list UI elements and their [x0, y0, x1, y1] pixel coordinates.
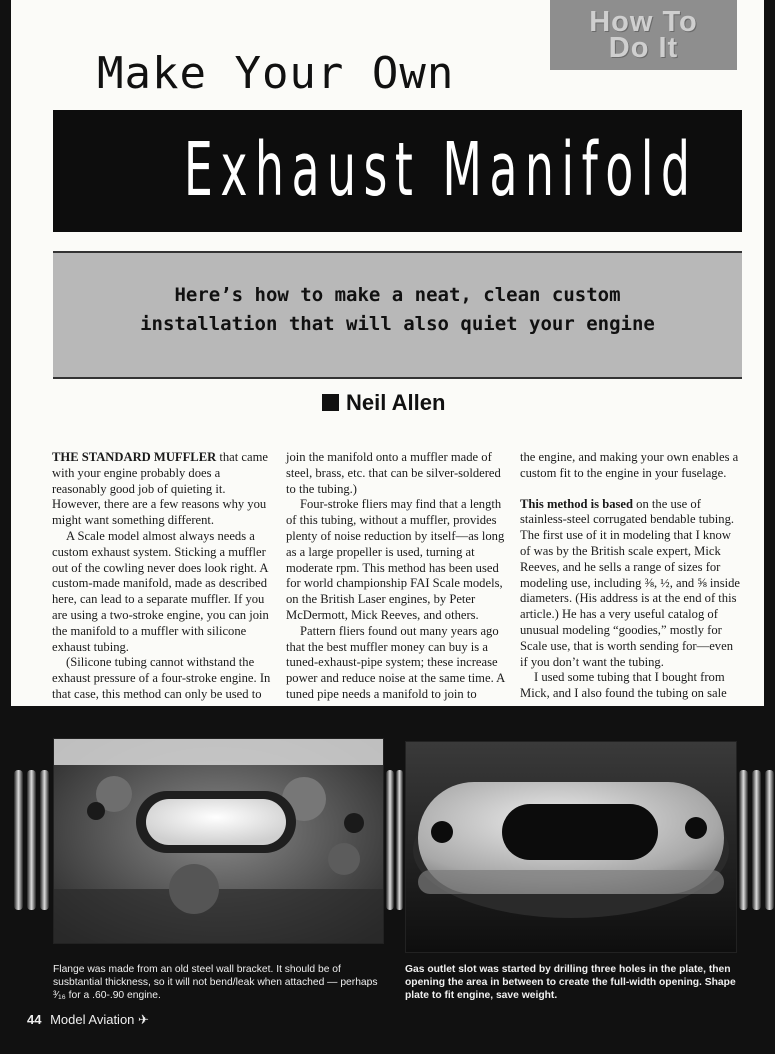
- paragraph: join the manifold onto a muffler made of steel, brass, etc. that can be silver-soldered to the tubing.): [286, 450, 501, 496]
- magazine-name: Model Aviation: [50, 1012, 135, 1027]
- article-title: Exhaust Manifold: [183, 127, 698, 213]
- gas-outlet-plate-photo: [405, 741, 737, 953]
- lead-in: This method is based: [520, 496, 634, 511]
- badge-line-1: How To: [589, 6, 698, 38]
- paragraph: A Scale model almost always needs a custom exhaust system. Sticking a muffler out of the cowling never does look right. A custom-made manifold, made as described here, can lead to a separate muffler. If you are using a two-stroke engine, you can join the manifold to a muffler with silicone exhaust tubing.: [52, 528, 269, 654]
- title-bar: [53, 110, 742, 232]
- deck-box: [53, 251, 742, 379]
- plane-icon: ✈: [138, 1012, 149, 1027]
- decorative-stripes-left: [12, 770, 52, 910]
- paragraph-text: on the use of stainless-steel corrugated bendable tubing. The first use of it in modeling that I know of was by the British scale expert, Mick Reeves, and he sells a range of sizes for modeling use, including ⅜, ½, and ⅝ inside diameters. (His address is at the end of this article.) He has a very useful catalog of unusual modeling “goodies,” mostly for Scale use, that is worth sending for—even if you don’t want the tubing.: [520, 496, 741, 669]
- flange-photo-image: [54, 739, 383, 943]
- paragraph: the engine, and making your own enables a custom fit to the engine in your fuselage.: [520, 450, 739, 480]
- paragraph: [520, 497, 742, 671]
- paragraph: Four-stroke fliers may find that a length of this tubing, without a muffler, provides plenty of noise reduction by itself—as long as a large propeller is used, turning at moderate rpm. This method has been used for world championship FAI Scale models, on the British Laser engines, by Peter McDermott, Mick Reeves, and others.: [286, 497, 505, 622]
- byline-square-icon: [322, 394, 339, 411]
- badge-line-2: Do It: [608, 32, 679, 64]
- how-to-badge: [550, 0, 737, 70]
- paragraph: [52, 450, 275, 529]
- flange-photo: [53, 738, 384, 944]
- text-column-3: [520, 450, 742, 702]
- paragraph: (Silicone tubing cannot withstand the exhaust pressure of a four-stroke engine. In that case, this method can only be used to: [52, 655, 271, 701]
- decorative-stripes-center: [383, 770, 405, 910]
- caption-right: Gas outlet slot was started by drilling three holes in the plate, then opening the area in between to create the full-width opening. Shape plate to fit engine, save weight.: [405, 964, 736, 1001]
- text-column-1: [52, 450, 275, 703]
- folio: [27, 1012, 149, 1028]
- deck-line-2: installation that will also quiet your engine: [140, 313, 655, 335]
- caption-left: Flange was made from an old steel wall bracket. It should be of susbtantial thickness, so it will not bend/leak when attached — perhaps ³⁄₁₆ for a .60-.90 engine.: [53, 964, 378, 1001]
- page-number: 44: [27, 1012, 42, 1027]
- article-deck: [53, 281, 742, 339]
- lead-in: THE STANDARD MUFFLER: [52, 450, 217, 464]
- decorative-stripes-right: [737, 770, 775, 910]
- paragraph-text: that came with your engine probably does a reasonably good job of quieting it. However, there are a few reasons why you might want something different.: [52, 450, 268, 528]
- deck-line-1: Here’s how to make a neat, clean custom: [174, 284, 621, 306]
- byline: [322, 390, 445, 416]
- author-name: Neil Allen: [346, 390, 446, 415]
- paragraph: I used some tubing that I bought from Mick, and I also found the tubing on sale: [520, 670, 727, 701]
- plate-photo-image: [406, 742, 736, 952]
- title-kicker: Make Your Own: [97, 48, 455, 99]
- paragraph: Pattern fliers found out many years ago that the best muffler money can buy is a tuned-exhaust-pipe system; these increase power and reduce noise at the same time. A tuned pipe needs a manifold to join to: [286, 623, 505, 701]
- text-column-2: [286, 450, 506, 703]
